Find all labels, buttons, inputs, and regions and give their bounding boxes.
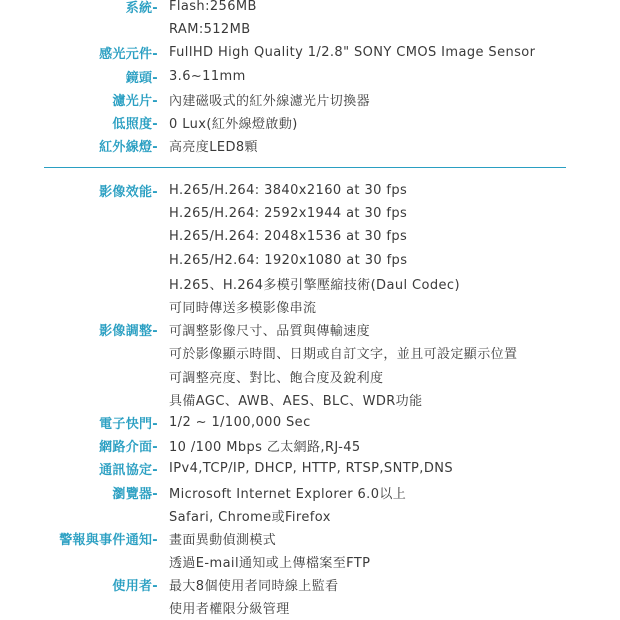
spec-value: 透過E-mail通知或上傳檔案至FTP bbox=[169, 556, 371, 572]
spec-value: H.265、H.264多模引擎壓縮技術(Daul Codec) bbox=[169, 277, 460, 293]
spec-label: 濾光片- bbox=[112, 93, 158, 109]
spec-row bbox=[0, 41, 620, 64]
spec-value: 10 /100 Mbps 乙太網路,RJ-45 bbox=[169, 440, 361, 456]
spec-label: 影像效能- bbox=[99, 185, 158, 201]
spec-label: 通訊協定- bbox=[99, 463, 158, 479]
spec-label: 系統- bbox=[125, 1, 158, 17]
spec-row bbox=[0, 88, 620, 111]
spec-value: 0 Lux(紅外線燈啟動) bbox=[169, 117, 298, 133]
spec-label: 瀏覽器- bbox=[112, 486, 158, 502]
spec-value: 3.6~11mm bbox=[169, 68, 246, 84]
spec-value: 可同時傳送多模影像串流 bbox=[169, 301, 317, 317]
spec-row bbox=[0, 318, 620, 341]
spec-label: 網路介面- bbox=[99, 440, 158, 456]
spec-row bbox=[0, 365, 620, 388]
spec-label: 低照度- bbox=[112, 117, 158, 133]
spec-value: 可調整影像尺寸、品質與傳輸速度 bbox=[169, 324, 371, 340]
spec-row bbox=[0, 457, 620, 480]
spec-row bbox=[0, 434, 620, 457]
spec-row bbox=[0, 295, 620, 318]
spec-value: H.265/H.264: 2048x1536 at 30 fps bbox=[169, 229, 408, 245]
spec-row bbox=[0, 18, 620, 41]
spec-row bbox=[0, 111, 620, 134]
spec-value: Microsoft Internet Explorer 6.0以上 bbox=[169, 486, 407, 502]
spec-value: FullHD High Quality 1/2.8" SONY CMOS Image Sensor bbox=[169, 45, 536, 61]
spec-value: 可調整亮度、對比、飽合度及銳利度 bbox=[169, 370, 384, 386]
spec-value: Safari, Chrome或Firefox bbox=[169, 509, 331, 525]
spec-label: 感光元件- bbox=[99, 47, 158, 63]
spec-value: RAM:512MB bbox=[169, 22, 251, 38]
section-divider bbox=[44, 167, 566, 168]
spec-row bbox=[0, 573, 620, 596]
spec-value: H.265/H.264: 2592x1944 at 30 fps bbox=[169, 206, 408, 222]
spec-value: 1/2 ~ 1/100,000 Sec bbox=[169, 414, 311, 430]
spec-row bbox=[0, 134, 620, 157]
spec-label: 電子快門- bbox=[99, 416, 158, 432]
spec-label: 鏡頭- bbox=[125, 70, 158, 86]
spec-row bbox=[0, 0, 620, 18]
spec-value: 可於影像顯示時間、日期或自訂文字，並且可設定顯示位置 bbox=[169, 347, 518, 363]
spec-label: 使用者- bbox=[112, 579, 158, 595]
spec-row bbox=[0, 411, 620, 434]
spec-row bbox=[0, 225, 620, 248]
spec-row bbox=[0, 341, 620, 364]
spec-row bbox=[0, 480, 620, 503]
spec-value: 內建磁吸式的紅外線濾光片切換器 bbox=[169, 93, 371, 109]
spec-label: 警報與事件通知- bbox=[59, 532, 158, 548]
spec-row bbox=[0, 388, 620, 411]
spec-value: 具備AGC、AWB、AES、BLC、WDR功能 bbox=[169, 393, 423, 409]
spec-row bbox=[0, 272, 620, 295]
spec-row bbox=[0, 65, 620, 88]
spec-row bbox=[0, 504, 620, 527]
spec-value: 最大8個使用者同時線上監看 bbox=[169, 579, 339, 595]
spec-value: H.265/H2.64: 1920x1080 at 30 fps bbox=[169, 252, 408, 268]
spec-section-hardware bbox=[0, 0, 620, 157]
spec-value: 使用者權限分級管理 bbox=[169, 602, 290, 618]
spec-row bbox=[0, 527, 620, 550]
spec-row bbox=[0, 550, 620, 573]
spec-value: 畫面異動偵測模式 bbox=[169, 532, 277, 548]
spec-label: 紅外線燈- bbox=[99, 140, 158, 156]
spec-value: IPv4,TCP/IP, DHCP, HTTP, RTSP,SNTP,DNS bbox=[169, 461, 454, 477]
spec-value: Flash:256MB bbox=[169, 0, 257, 15]
spec-row bbox=[0, 596, 620, 619]
spec-row bbox=[0, 249, 620, 272]
spec-label: 影像調整- bbox=[99, 324, 158, 340]
spec-row bbox=[0, 202, 620, 225]
spec-value: H.265/H.264: 3840x2160 at 30 fps bbox=[169, 183, 408, 199]
spec-value: 高亮度LED8顆 bbox=[169, 140, 258, 156]
spec-section-features bbox=[0, 179, 620, 620]
spec-row bbox=[0, 179, 620, 202]
